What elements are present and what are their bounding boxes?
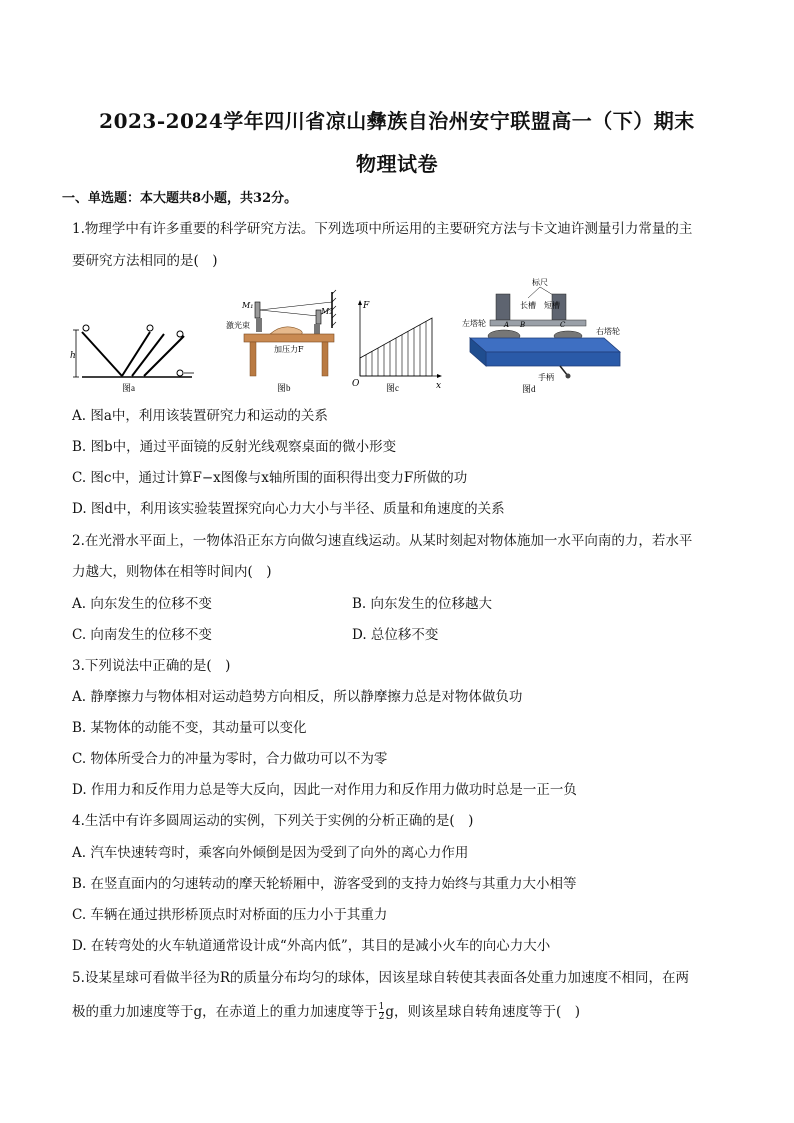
fig-d-short: 短槽 bbox=[544, 301, 560, 310]
fig-c-F: F bbox=[363, 301, 370, 311]
fig-d-long: 长槽 bbox=[520, 301, 536, 310]
fig-d-left: 左塔轮 bbox=[462, 319, 486, 328]
q5-line2-part2: g，则该星球自转角速度等于( ) bbox=[385, 1004, 581, 1020]
fraction bbox=[379, 1003, 385, 1022]
fig-b-force: 加压力F bbox=[274, 345, 304, 354]
fig-d-C: C bbox=[560, 321, 566, 329]
fig-d-handle: 手柄 bbox=[538, 373, 554, 382]
q2-option-c: C. 向南发生的位移不变 bbox=[72, 627, 212, 643]
q2-stem-line1: 2.在光滑水平面上，一物体沿正东方向做匀速直线运动。从某时刻起对物体施加一水平向南的力，若水平 bbox=[72, 533, 693, 549]
fig-d-ruler: 标尺 bbox=[532, 278, 548, 287]
fig-b-m2: M₂ bbox=[321, 307, 333, 316]
q3-option-b: B. 某物体的动能不变，其动量可以变化 bbox=[72, 720, 307, 736]
q1-option-b: B. 图b中，通过平面镜的反射光线观察桌面的微小形变 bbox=[72, 439, 397, 455]
q3-option-c: C. 物体所受合力的冲量为零时，合力做功可以不为零 bbox=[72, 751, 388, 767]
figure-d bbox=[460, 276, 632, 394]
q3-option-a: A. 静摩擦力与物体相对运动趋势方向相反，所以静摩擦力总是对物体做负功 bbox=[72, 689, 523, 705]
q4-stem: 4.生活中有许多圆周运动的实例，下列关于实例的分析正确的是( ) bbox=[72, 813, 474, 829]
fraction-numerator: 1 bbox=[378, 1002, 385, 1012]
q3-stem: 3.下列说法中正确的是( ) bbox=[72, 658, 231, 674]
fig-b-m1: M₁ bbox=[242, 301, 254, 310]
figure-c bbox=[346, 296, 446, 394]
fig-d-B: B bbox=[520, 321, 526, 329]
q2-stem-line2: 力越大，则物体在相等时间内( ) bbox=[72, 564, 272, 580]
section-heading: 一、单选题：本大题共8小题，共32分。 bbox=[62, 191, 298, 206]
fig-c-O: O bbox=[352, 379, 360, 389]
fraction-denominator: 2 bbox=[378, 1012, 385, 1022]
ball-icon bbox=[147, 325, 153, 331]
page-title: 2023-2024学年四川省凉山彝族自治州安宁联盟高一（下）期末 bbox=[99, 109, 695, 133]
q1-stem-line1: 1.物理学中有许多重要的科学研究方法。下列选项中所运用的主要研究方法与卡文迪许测量引力常量的主 bbox=[72, 221, 693, 237]
fig-c-x: x bbox=[436, 381, 442, 391]
q1-option-c: C. 图c中，通过计算F−x图像与x轴所围的面积得出变力F所做的功 bbox=[72, 470, 468, 486]
q1-option-a: A. 图a中，利用该装置研究力和运动的关系 bbox=[72, 408, 328, 424]
q4-option-a: A. 汽车快速转弯时，乘客向外倾倒是因为受到了向外的离心力作用 bbox=[72, 845, 469, 861]
fig-a-h-label: h bbox=[70, 351, 76, 361]
q2-option-d: D. 总位移不变 bbox=[352, 627, 439, 643]
fig-c-caption: 图c bbox=[386, 383, 399, 393]
q1-stem-line2: 要研究方法相同的是( ) bbox=[72, 253, 218, 269]
fig-d-A: A bbox=[504, 321, 510, 329]
page-subtitle: 物理试卷 bbox=[356, 152, 438, 176]
q3-option-d: D. 作用力和反作用力总是等大反向，因此一对作用力和反作用力做功时总是一正一负 bbox=[72, 782, 577, 798]
ball-icon bbox=[83, 325, 89, 331]
fig-b-laser: 激光束 bbox=[226, 321, 250, 330]
fig-d-right: 右塔轮 bbox=[596, 327, 620, 336]
fig-a-caption: 图a bbox=[122, 383, 135, 393]
ball-icon bbox=[177, 370, 183, 376]
q2-option-b: B. 向东发生的位移越大 bbox=[352, 596, 493, 612]
q4-option-b: B. 在竖直面内的匀速转动的摩天轮轿厢中，游客受到的支持力始终与其重力大小相等 bbox=[72, 876, 577, 892]
fig-d-caption: 图d bbox=[522, 384, 536, 394]
q1-option-d: D. 图d中，利用该实验装置探究向心力大小与半径、质量和角速度的关系 bbox=[72, 501, 505, 517]
ball-icon bbox=[177, 331, 183, 337]
q4-option-d: D. 在转弯处的火车轨道通常设计成“外高内低”，其目的是减小火车的向心力大小 bbox=[72, 938, 551, 954]
q5-stem-line1: 5.设某星球可看做半径为R的质量分布均匀的球体，因该星球自转使其表面各处重力加速度不相同，在两 bbox=[72, 970, 690, 986]
q5-line2-part1: 极的重力加速度等于g，在赤道上的重力加速度等于 bbox=[72, 1004, 378, 1020]
q2-option-a: A. 向东发生的位移不变 bbox=[72, 596, 212, 612]
q5-stem-line2 bbox=[72, 1000, 580, 1022]
figure-b bbox=[222, 288, 340, 394]
figure-a bbox=[68, 322, 196, 394]
q4-option-c: C. 车辆在通过拱形桥顶点时对桥面的压力小于其重力 bbox=[72, 907, 388, 923]
fig-b-caption: 图b bbox=[277, 383, 291, 393]
